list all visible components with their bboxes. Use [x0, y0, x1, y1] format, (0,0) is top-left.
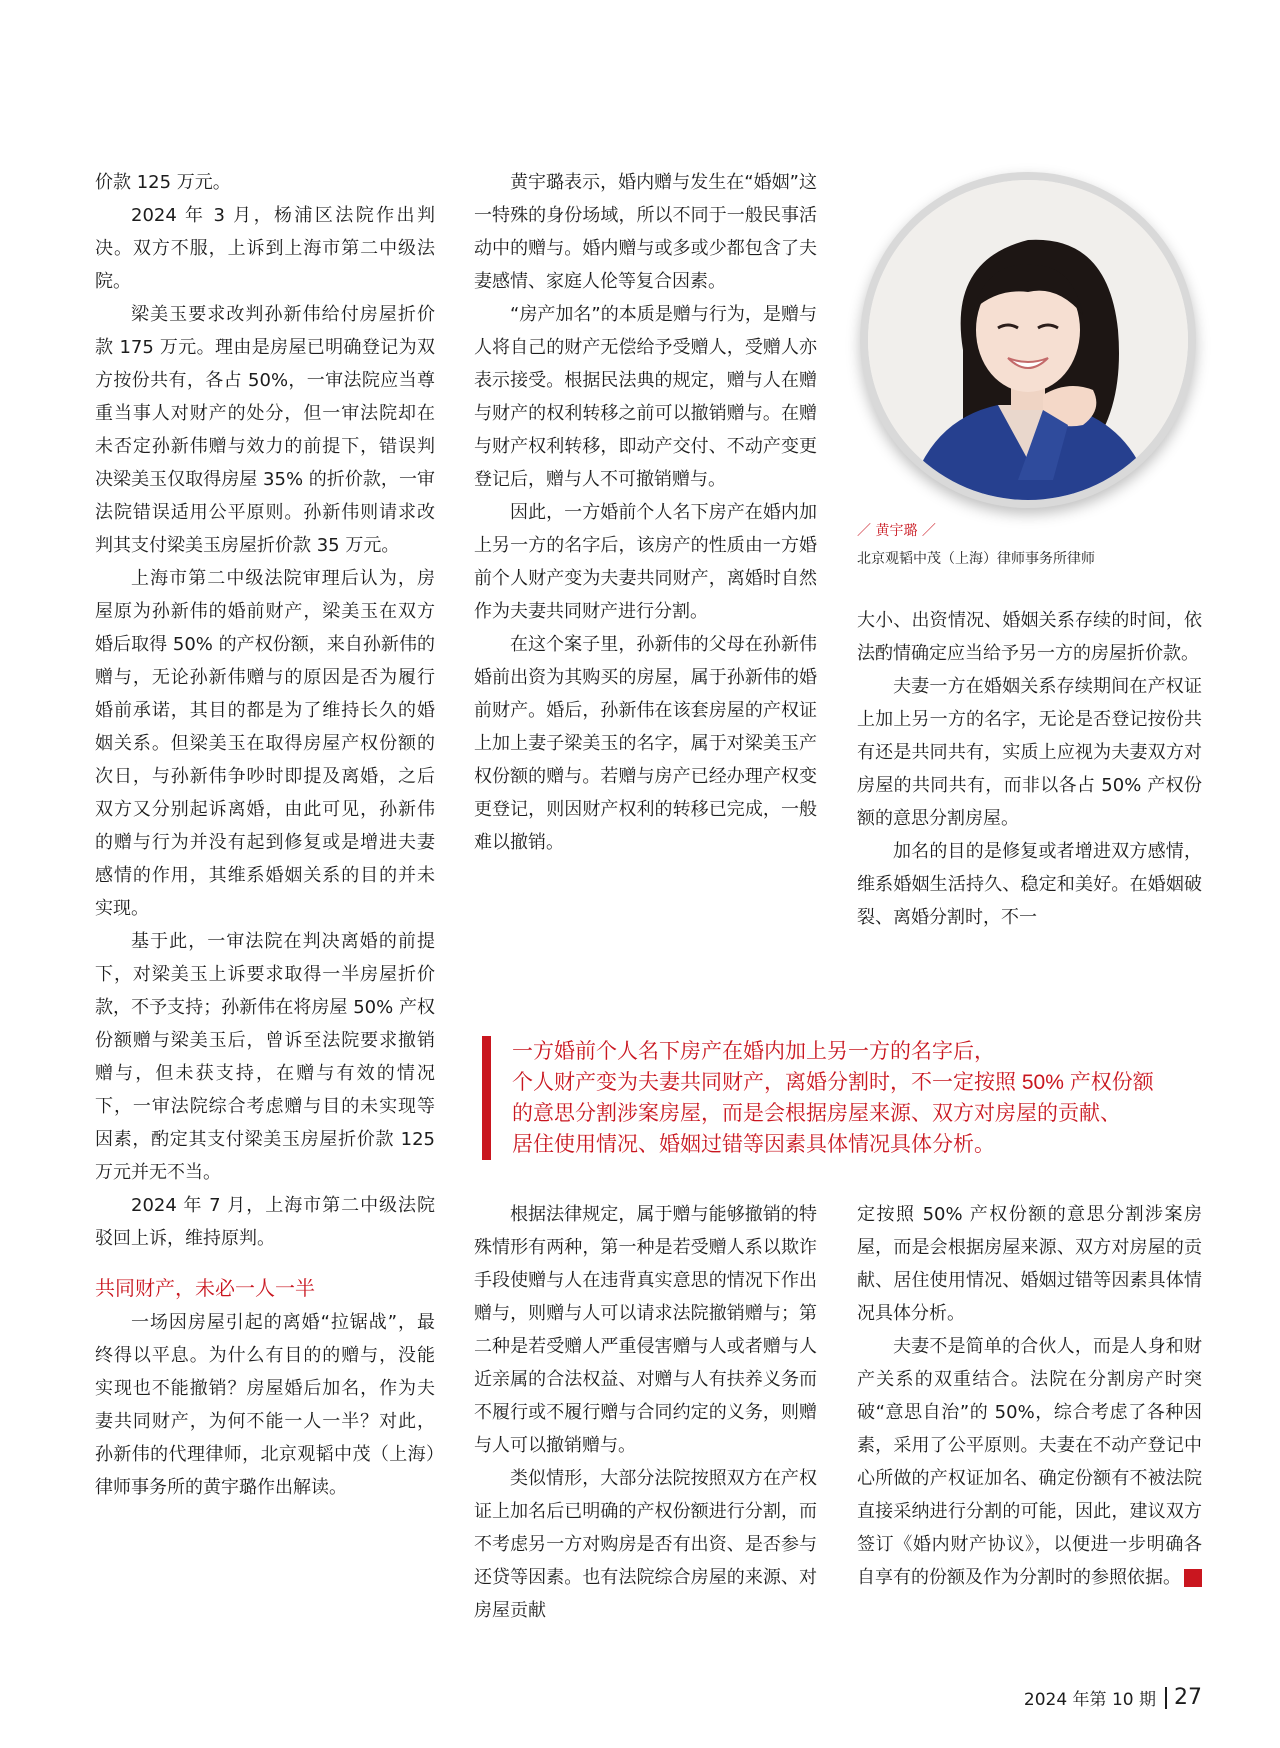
page-footer [1024, 1685, 1202, 1710]
paragraph-text: 梁美玉要求改判孙新伟给付房屋折价款 175 万元。理由是房屋已明确登记为双方按份共有，各占 50%，一审法院应当尊重当事人对财产的处分，但一审法院却在未否定孙新伟赠与效力的前提下，错误判决梁美玉仅取得房屋 35% 的折价款，一审法院错误适用公平原则。孙新伟则请求改判其支付梁美玉房屋折价款 35 万元。 [95, 304, 435, 556]
paragraph-text: 黄宇璐表示，婚内赠与发生在“婚姻”这一特殊的身份场域，所以不同于一般民事活动中的赠与。婚内赠与或多或少都包含了夫妻感情、家庭人伦等复合因素。 [474, 172, 817, 292]
end-mark-icon: ■ [1184, 1569, 1202, 1587]
article-column-2 [474, 166, 817, 859]
pullquote-line: 个人财产变为夫妻共同财产，离婚分割时，不一定按照 50% 产权份额 [512, 1071, 1154, 1094]
pullquote-line: 居住使用情况、婚姻过错等因素具体情况具体分析。 [512, 1133, 995, 1156]
issue-label: 2024 年第 10 期 [1023, 1690, 1156, 1710]
article-column-3 [857, 604, 1202, 934]
portrait-illustration [868, 180, 1188, 500]
paragraph [474, 1462, 817, 1627]
paragraph [474, 166, 817, 298]
paragraph [857, 1330, 1231, 1594]
paragraph-text: 一场因房屋引起的离婚“拉锯战”，最终得以平息。为什么有目的的赠与，没能实现也不能撤销？房屋婚后加名，作为夫妻共同财产，为何不能一人一半？对此，孙新伟的代理律师，北京观韬中茂（上海）律师事务所的黄宇璐作出解读。 [95, 1312, 435, 1498]
caption-title: 北京观韬中茂（上海）律师事务所律师 [857, 551, 1095, 567]
paragraph-text: “房产加名”的本质是赠与行为，是赠与人将自己的财产无偿给予受赠人，受赠人亦表示接受。根据民法典的规定，赠与人在赠与财产的权利转移之前可以撤销赠与。在赠与财产权利转移，即动产交付、不动产变更登记后，赠与人不可撤销赠与。 [474, 304, 817, 490]
paragraph-text: 大小、出资情况、婚姻关系存续的时间，依法酌情确定应当给予另一方的房屋折价款。 [857, 610, 1202, 664]
paragraph-text: 在这个案子里，孙新伟的父母在孙新伟婚前出资为其购买的房屋，属于孙新伟的婚前财产。婚后，孙新伟在该套房屋的产权证上加上妻子梁美玉的名字，属于对梁美玉产权份额的赠与。若赠与房产已经办理产权变更登记，则因财产权利的转移已完成，一般难以撤销。 [474, 634, 817, 853]
paragraph-text: 夫妻一方在婚姻关系存续期间在产权证上加上另一方的名字，无论是否登记按份共有还是共同共有，实质上应视为夫妻双方对房屋的共同共有，而非以各占 50% 产权份额的意思分割房屋。 [857, 676, 1202, 829]
article-column-2-lower [474, 1198, 817, 1627]
paragraph-text: 类似情形，大部分法院按照双方在产权证上加名后已明确的产权份额进行分割，而不考虑另一方对购房是否有出资、是否参与还贷等因素。也有法院综合房屋的来源、对房屋贡献 [474, 1468, 817, 1621]
footer-divider [1165, 1687, 1167, 1709]
paragraph [95, 925, 435, 1189]
lawyer-portrait [860, 172, 1196, 508]
paragraph [95, 298, 435, 562]
paragraph-text: 共同财产，未必一人一半 [95, 1278, 315, 1300]
paragraph-text: 基于此，一审法院在判决离婚的前提下，对梁美玉上诉要求取得一半房屋折价款，不予支持；孙新伟在将房屋 50% 产权份额赠与梁美玉后，曾诉至法院要求撤销赠与，但未获支持，在赠与有效的情况下，一审法院综合考虑赠与目的未实现等因素，酌定其支付梁美玉房屋折价款 125 万元并无不当。 [95, 931, 435, 1183]
paragraph [474, 628, 817, 859]
paragraph [95, 199, 435, 298]
paragraph [474, 496, 817, 628]
paragraph-text: 定按照 50% 产权份额的意思分割涉案房屋，而是会根据房屋来源、双方对房屋的贡献、居住使用情况、婚姻过错等因素具体情况具体分析。 [857, 1204, 1202, 1324]
page-number: 27 [1174, 1685, 1202, 1710]
paragraph-text: 夫妻不是简单的合伙人，而是人身和财产关系的双重结合。法院在分割房产时突破“意思自治”的 50%，综合考虑了各种因素，采用了公平原则。夫妻在不动产登记中心所做的产权证加名、确定份额有不被法院直接采纳进行分割的可能，因此，建议双方签订《婚内财产协议》，以便进一步明确各自享有的份额及作为分割时的参照依据。 [857, 1336, 1202, 1588]
paragraph [857, 1198, 1202, 1330]
pullquote-line: 的意思分割涉案房屋，而是会根据房屋来源、双方对房屋的贡献、 [512, 1102, 1121, 1125]
article-column-3-lower [857, 1198, 1231, 1594]
paragraph-text: 加名的目的是修复或者增进双方感情，维系婚姻生活持久、稳定和美好。在婚姻破裂、离婚分割时，不一 [857, 841, 1202, 928]
paragraph [857, 670, 1202, 835]
paragraph-text: 2024 年 7 月，上海市第二中级法院驳回上诉，维持原判。 [95, 1195, 435, 1249]
pullquote-line: 一方婚前个人名下房产在婚内加上另一方的名字后， [512, 1040, 995, 1063]
paragraph [474, 298, 817, 496]
paragraph [95, 1306, 435, 1504]
section-heading [95, 1273, 435, 1306]
pullquote-bar [482, 1036, 491, 1160]
paragraph [95, 562, 435, 925]
paragraph-text: 2024 年 3 月，杨浦区法院作出判决。双方不服，上诉到上海市第二中级法院。 [95, 205, 435, 292]
paragraph-text: 价款 125 万元。 [95, 172, 231, 193]
paragraph [857, 604, 1202, 670]
paragraph [857, 835, 1202, 934]
paragraph-text: 根据法律规定，属于赠与能够撤销的特殊情形有两种，第一种是若受赠人系以欺诈手段使赠与人在违背真实意思的情况下作出赠与，则赠与人可以请求法院撤销赠与；第二种是若受赠人严重侵害赠与人或者赠与人近亲属的合法权益、对赠与人有扶养义务而不履行或不履行赠与合同约定的义务，则赠与人可以撤销赠与。 [474, 1204, 817, 1456]
paragraph-text: 因此，一方婚前个人名下房产在婚内加上另一方的名字后，该房产的性质由一方婚前个人财产变为夫妻共同财产，离婚时自然作为夫妻共同财产进行分割。 [474, 502, 817, 622]
paragraph-text: 上海市第二中级法院审理后认为，房屋原为孙新伟的婚前财产，梁美玉在双方婚后取得 50% 的产权份额，来自孙新伟的赠与，无论孙新伟赠与的原因是否为履行婚前承诺，其目的都是为了维持长久的婚姻关系。但梁美玉在取得房屋产权份额的次日，与孙新伟争吵时即提及离婚，之后双方又分别起诉离婚，由此可见，孙新伟的赠与行为并没有起到修复或是增进夫妻感情的作用，其维系婚姻关系的目的并未实现。 [95, 568, 435, 919]
pullquote [512, 1036, 1212, 1160]
paragraph [95, 1189, 435, 1255]
paragraph [95, 166, 435, 199]
caption-name: ／ 黄宇璐 ／ [857, 523, 936, 539]
article-column-1 [95, 166, 435, 1504]
paragraph [474, 1198, 817, 1462]
lawyer-photo [868, 180, 1188, 500]
